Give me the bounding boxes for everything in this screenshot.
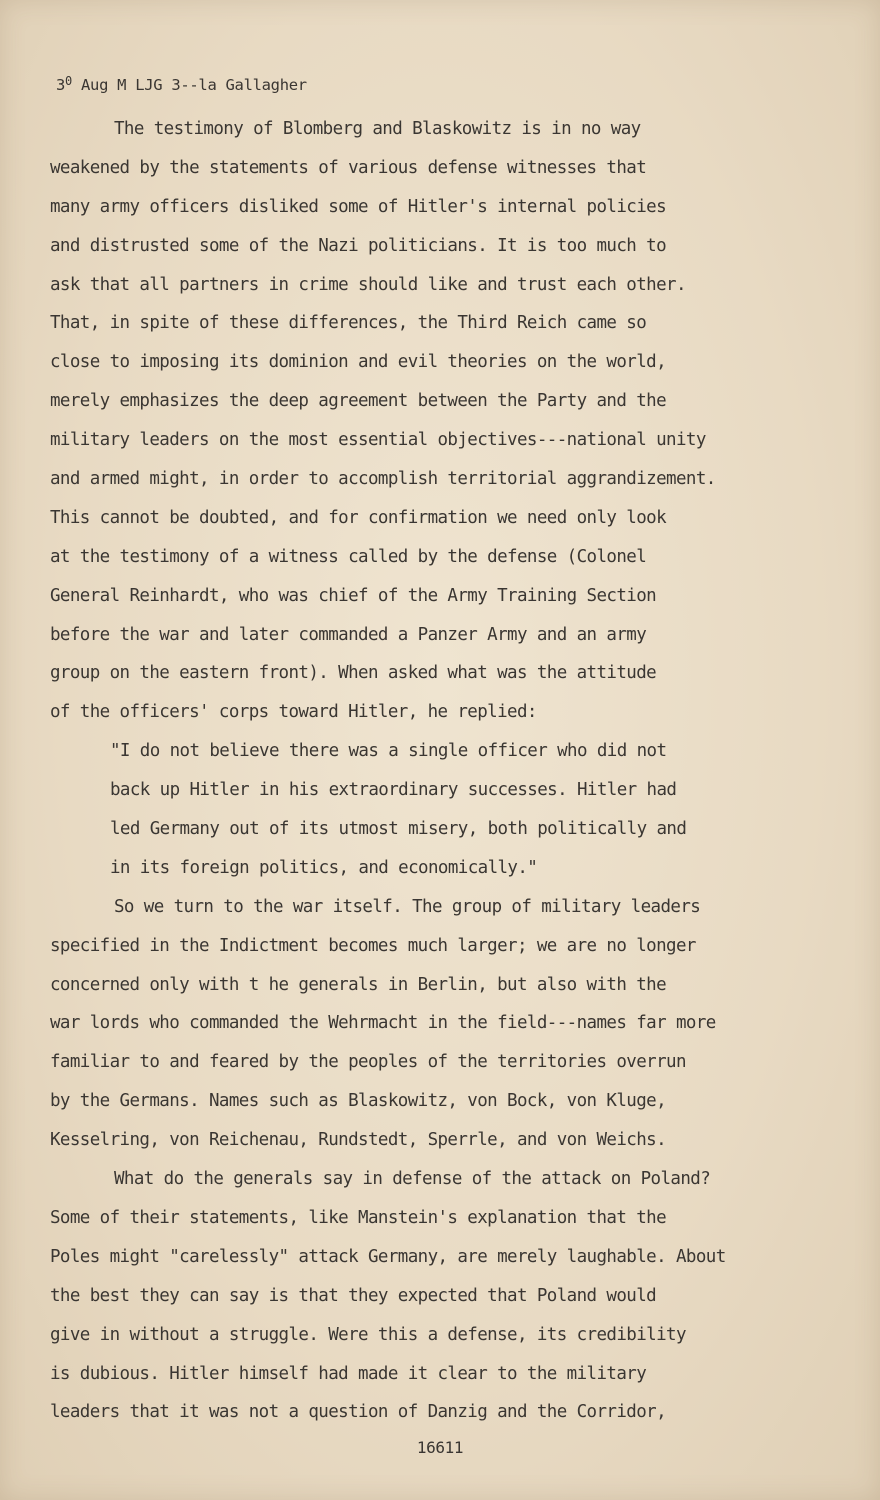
quote-line: in its foreign politics, and economically." bbox=[110, 857, 538, 878]
text-line: the best they can say is that they expected that Poland would bbox=[50, 1285, 657, 1306]
text-line: Kesselring, von Reichenau, Rundstedt, Sperrle, and von Weichs. bbox=[50, 1130, 667, 1151]
header-day: 3 bbox=[56, 76, 66, 94]
text-line: military leaders on the most essential objectives---national unity bbox=[50, 430, 706, 451]
text-line: concerned only with t he generals in Berlin, but also with the bbox=[50, 974, 667, 995]
page-header bbox=[56, 74, 307, 94]
text-line: group on the eastern front). When asked what was the attitude bbox=[50, 663, 657, 684]
text-line: Poles might "carelessly" attack Germany, are merely laughable. About bbox=[50, 1246, 726, 1267]
quote-line: back up Hitler in his extraordinary successes. Hitler had bbox=[110, 780, 677, 801]
header-reference: Aug M LJG 3--la Gallagher bbox=[71, 76, 307, 94]
text-line: That, in spite of these differences, the Third Reich came so bbox=[50, 313, 647, 334]
text-line: by the Germans. Names such as Blaskowitz, von Bock, von Kluge, bbox=[50, 1091, 667, 1112]
text-line: and armed might, in order to accomplish territorial aggrandizement. bbox=[50, 469, 716, 490]
text-line: and distrusted some of the Nazi politicians. It is too much to bbox=[50, 235, 667, 256]
text-line: familiar to and feared by the peoples of the territories overrun bbox=[50, 1052, 686, 1073]
text-line: merely emphasizes the deep agreement between the Party and the bbox=[50, 391, 667, 412]
text-line: is dubious. Hitler himself had made it clear to the military bbox=[50, 1363, 647, 1384]
text-line: specified in the Indictment becomes much larger; we are no longer bbox=[50, 935, 696, 956]
quote-line: led Germany out of its utmost misery, both politically and bbox=[110, 819, 687, 840]
text-line: give in without a struggle. Were this a defense, its credibility bbox=[50, 1324, 686, 1345]
text-line: of the officers' corps toward Hitler, he replied: bbox=[50, 702, 537, 723]
text-line: close to imposing its dominion and evil theories on the world, bbox=[50, 352, 667, 373]
text-line: So we turn to the war itself. The group of military leaders bbox=[114, 896, 701, 917]
text-line: war lords who commanded the Wehrmacht in the field---names far more bbox=[50, 1013, 716, 1034]
text-line: before the war and later commanded a Panzer Army and an army bbox=[50, 624, 647, 645]
text-line: at the testimony of a witness called by the defense (Colonel bbox=[50, 546, 647, 567]
text-line: What do the generals say in defense of the attack on Poland? bbox=[114, 1169, 711, 1190]
text-line: Some of their statements, like Manstein's explanation that the bbox=[50, 1207, 667, 1228]
body-text bbox=[50, 110, 840, 1432]
text-line: weakened by the statements of various defense witnesses that bbox=[50, 157, 647, 178]
text-line: General Reinhardt, who was chief of the Army Training Section bbox=[50, 585, 657, 606]
text-line: many army officers disliked some of Hitler's internal policies bbox=[50, 196, 667, 217]
quote-line: "I do not believe there was a single officer who did not bbox=[110, 741, 667, 762]
page-number: 16611 bbox=[416, 1438, 464, 1457]
text-line: ask that all partners in crime should like and trust each other. bbox=[50, 274, 686, 295]
header-day-superscript: 0 bbox=[65, 74, 72, 88]
text-line: This cannot be doubted, and for confirmation we need only look bbox=[50, 507, 667, 528]
text-line: leaders that it was not a question of Danzig and the Corridor, bbox=[50, 1402, 667, 1423]
text-line: The testimony of Blomberg and Blaskowitz is in no way bbox=[114, 119, 641, 139]
